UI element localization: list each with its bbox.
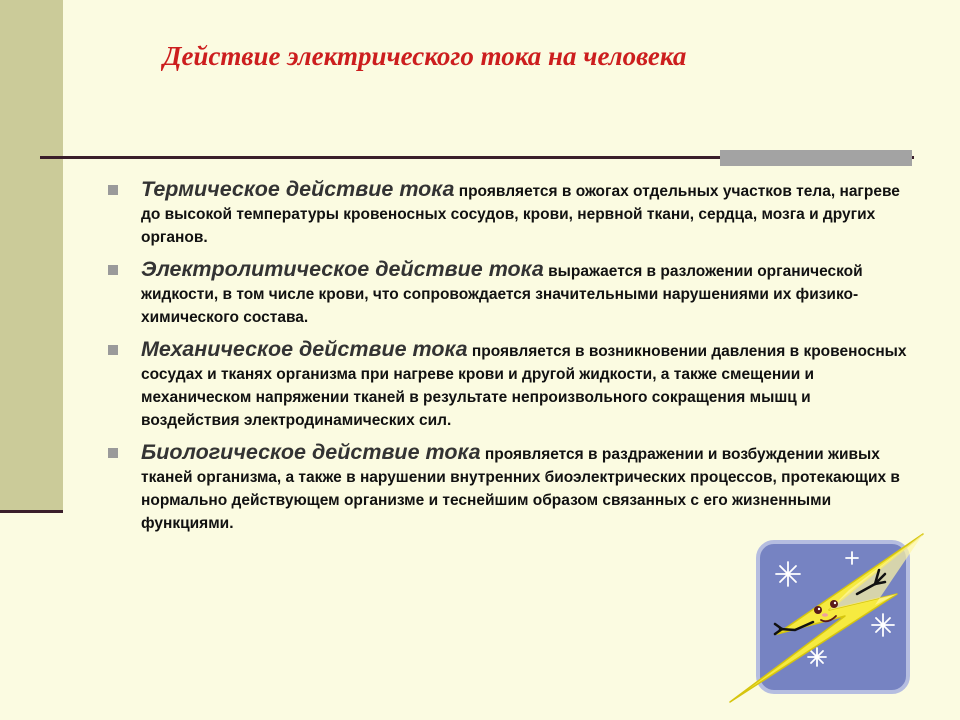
slide-title: Действие электрического тока на человека bbox=[163, 41, 687, 71]
list-item-biological bbox=[108, 441, 908, 535]
lightning-bolt-character-icon bbox=[725, 530, 925, 705]
item-text: проявляется в ожогах отдельных участков тела, нагреве до высокой температуры кровеносных сосудов, крови, нервной ткани, сердца, мозга и других органов. bbox=[141, 183, 900, 246]
square-bullet-icon bbox=[108, 265, 118, 275]
left-accent-band bbox=[0, 0, 63, 512]
square-bullet-icon bbox=[108, 345, 118, 355]
list-item-electrolytic bbox=[108, 258, 908, 329]
item-term: Биологическое действие тока bbox=[141, 440, 481, 464]
square-bullet-icon bbox=[108, 448, 118, 458]
square-bullet-icon bbox=[108, 185, 118, 195]
item-text: выражается в разложении органической жидкости, в том числе крови, что сопровождается значительными нарушениями их физико-химического состава. bbox=[141, 263, 863, 326]
list-item-mechanical bbox=[108, 338, 908, 432]
title-divider-accent bbox=[720, 150, 912, 166]
item-text: проявляется в возникновении давления в кровеносных сосудах и тканях организма при нагреве крови и другой жидкости, а также смещении и механическом напряжении тканей в результате непроизвольного сокращения мышц и воздействия электродинамических сил. bbox=[141, 343, 907, 429]
item-text: проявляется в раздражении и возбуждении живых тканей организма, а также в нарушении внутренних биоэлектрических процессов, протекающих в нормально действующем организме и теснейшим образом связанных с его жизненными функциями. bbox=[141, 446, 900, 532]
bullet-list bbox=[108, 178, 908, 535]
item-term: Механическое действие тока bbox=[141, 337, 468, 361]
item-term: Термическое действие тока bbox=[141, 177, 455, 201]
list-item-thermal bbox=[108, 178, 908, 249]
left-band-divider bbox=[0, 510, 63, 513]
item-term: Электролитическое действие тока bbox=[141, 257, 544, 281]
